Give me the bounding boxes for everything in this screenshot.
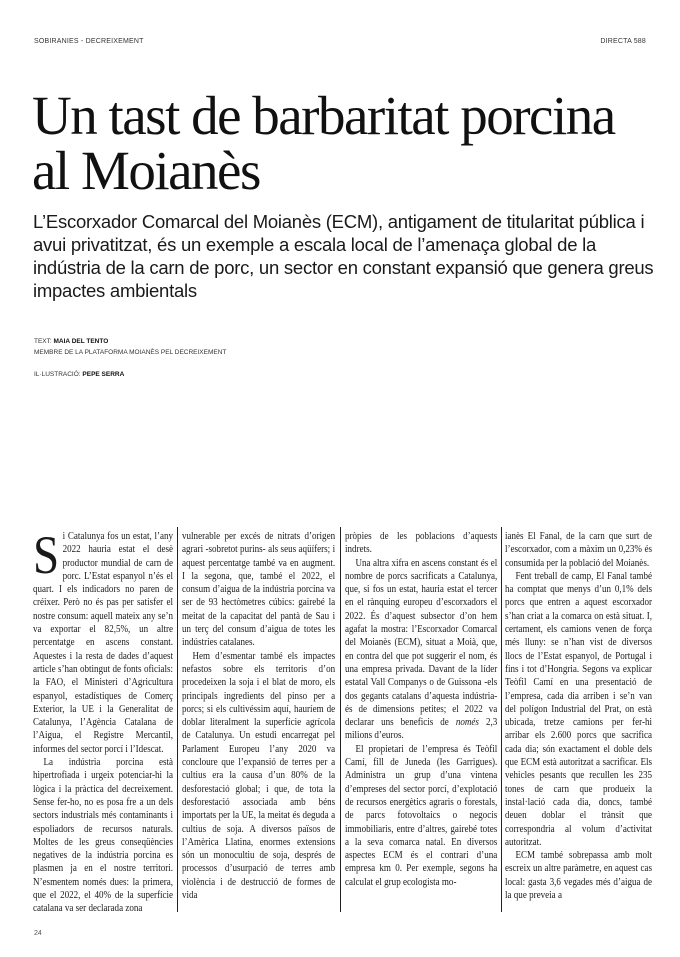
body-paragraph: Una altra xifra en ascens constant és el nombre de porcs sacrificats a Catalunya, que, si fos un estat, hauria estat el tercer en el rànquing europeu d’escorxadors el 2022. És d’aquest subsector d’on hem agafat la mostra: l’Escorxador Comarcal del Moianès (ECM), situat a Moià, que, en contra del que pot suggerir el nom, és una empresa privada. Davant de la líder estatal Vall Companys o de Guissona -els dos gegants catalans d’aquesta indústria- és de dimensions petites; el 2022 va declarar uns beneficis de només 2,3 milions d’euros.: [345, 557, 498, 742]
body-paragraph: Si Catalunya fos un estat, l’any 2022 hauria estat el desè productor mundial de carn de porc. L’Estat espanyol n’és el quart. I els indicadors no paren de créixer. Però no és pas per satisfer el nostre consum: aquell mateix any se’n va exportar el 82,5%, un altre percentatge en ascens constant. Aquestes i la resta de dades d’aquest article s’han obtingut de fonts oficials: la FAO, el Ministeri d’Agricultura espanyol, estadístiques de Comerç Exterior, la UE i la Generalitat de Catalunya, l’Agència Catalana de l’Aigua, el Registre Mercantil, informes del sector porcí i l’Idescat.: [33, 525, 174, 755]
page-number: 24: [34, 930, 42, 937]
body-paragraph: ianès El Fanal, de la carn que surt de l’escorxador, com a màxim un 0,23% és consumida per la població del Moianès.: [505, 531, 653, 569]
illustrator-line: [34, 369, 226, 380]
column-divider: [340, 527, 341, 912]
body-column-4: [505, 530, 652, 902]
text-label: TEXT:: [34, 338, 52, 345]
body-paragraph: vulnerable per excés de nitrats d’origen agrari -sobretot purins- als seus aqüífers; i aquest percentatge també va en augment. I la segona, que, també el 2022, el consum d’aigua de la indústria porcina va ser de 93 hectòmetres cúbics: gairebé la meitat de la capacitat del pantà de Sau i un terç del consum d’aigua de totes les indústries catalanes.: [182, 531, 336, 649]
body-paragraph: El propietari de l’empresa és Teòfil Camí, fill de Juneda (les Garrigues). Administra un grup d’una vintena d’empreses del sector porcí, d’explotació de recursos energètics agraris o forestals, de parcs fotovoltaics o negocis immobiliaris, entre d’altres, gairebé totes a la seva comarca natal. En diversos aspectes ECM és el contrari d’una empresa km 0. Per exemple, segons ha calculat el grup ecologista mo-: [345, 743, 498, 888]
body-column-1: [33, 525, 174, 916]
body-paragraph: Fent treball de camp, El Fanal també ha comptat que menys d’un 0,1% dels porcs que entren a aquest escorxador s’han criat a la comarca on està situat. I, certament, els camions venen de força més lluny: se n’han vist de diversos llocs de l’Estat espanyol, de Portugal i fins i tot d’Hongria. Segons va explicar Teòfil Camí en una presentació de l’empresa, cada dia arriben i se’n van del polígon Industrial del Prat, on està ubicada, tretze camions per fer-hi arribar els 2.600 porcs que sacrifica cada dia; són exactament el doble dels que ECM està autoritzat a sacrificar. Els vehicles pesants que recullen les 235 tones de carn que produeix la instal·lació cada dia, doncs, també deuen doblar el trànsit que correspondria al volum d’activitat autoritzat.: [505, 570, 653, 848]
drop-cap: S: [33, 525, 60, 585]
author-name: MAIA DEL TENTO: [53, 338, 109, 345]
body-column-3: [345, 530, 497, 889]
article-title: Un tast de barbaritat porcina al Moianès: [32, 85, 615, 201]
body-paragraph: La indústria porcina està hipertrofiada i urgeix potenciar-hi la lògica i la pràctica del decreixement. Sense fer-ho, no es posa fre a un dels sectors industrials més contaminants i espoliadors de recursos naturals. Moltes de les greus conseqüències negatives de la indústria porcina es plasmen ja en el nostre territori. N’esmentem només dues: la primera, que el 2022, el 40% de la superfície catalana va ser declarada zona: [33, 757, 174, 915]
column-divider: [177, 527, 178, 912]
issue-label: DIRECTA 588: [600, 38, 646, 45]
credits: [34, 336, 226, 380]
body-paragraph: ECM també sobrepassa amb molt escreix un altre paràmetre, en aquest cas local: gasta 3,6 vegades més d’aigua de la que preveia a: [505, 850, 653, 902]
section-label: SOBIRANIES - DECREIXEMENT: [34, 38, 144, 45]
body-column-2: [182, 530, 335, 902]
article-subtitle: L’Escorxador Comarcal del Moianès (ECM), antigament de titularitat pública i avui privatitzat, és un exemple a escala local de l’amenaça global de la indústria de la carn de porc, un sector en constant expansió que genera greus impactes ambientals: [33, 211, 654, 301]
body-paragraph: Hem d’esmentar també els impactes nefastos sobre els territoris d’on procedeixen la soja i el blat de moro, els principals ingredients del pinso per a porcs; si els cultivéssim aquí, hauríem de doblar literalment la superfície agrícola de Catalunya. Un estudi encarregat pel Parlament Europeu l’any 2020 va concloure que l’expansió de terres per a cultius era la causa d’un 80% de la desforestació global; i que, de tota la desforestació associada amb béns importats per la UE, la meitat és deguda a cultius de soja. A diversos països de l’Amèrica Llatina, enormes extensions són un monocultiu de soja, després de processos d’usurpació de terres amb violència i de destrucció de formes de vida: [182, 650, 336, 902]
author-role: MEMBRE DE LA PLATAFORMA MOIANÈS PEL DECREIXEMENT: [34, 349, 227, 356]
illustration-label: IL·LUSTRACIÓ:: [34, 371, 81, 378]
body-paragraph: pròpies de les poblacions d’aquests indrets.: [345, 531, 498, 556]
column-divider: [501, 527, 502, 912]
author-line: [34, 336, 226, 347]
illustrator-name: PEPE SERRA: [82, 371, 125, 378]
